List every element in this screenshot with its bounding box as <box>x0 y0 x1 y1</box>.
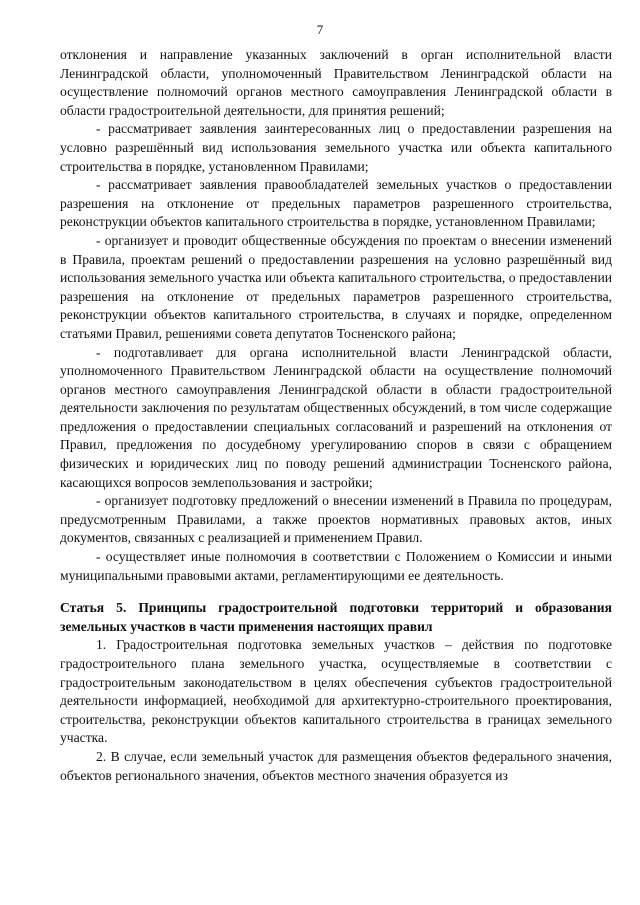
document-body <box>60 46 612 785</box>
list-item: - рассматривает заявления заинтересованных лиц о предоставлении разрешения на условно разрешённый вид использования земельного участка или объекта капитального строительства в порядке, установленном Правилами; <box>60 121 612 174</box>
article-heading: Статья 5. Принципы градостроительной подготовки территорий и образования земельных участков в части применения настоящих правил <box>60 600 612 634</box>
list-item: - организует и проводит общественные обсуждения по проектам о внесении изменений в Правила, проектам решений о предоставлении разрешения на условно разрешённый вид использования земельного участка или объекта капитального строительства, о предоставлении разрешения на отклонение от предельных параметров разрешенного строительства, реконструкции объектов капитального строительства, в случаях и порядке, определенном статьями Правил, решениями совета депутатов Тосненского района; <box>60 232 612 341</box>
paragraph: 1. Градостроительная подготовка земельных участков – действия по подготовке градостроительного плана земельного участка, осуществляемые в соответствии с градостроительным законодательством в целях обеспечения субъектов градостроительной деятельности информацией, необходимой для архитектурно-строительного проектирования, строительства, реконструкции объектов капитального строительства в границах земельного участка. <box>60 637 612 746</box>
list-item: - организует подготовку предложений о внесении изменений в Правила по процедурам, предусмотренным Правилами, а также проектов нормативных правовых актов, иных документов, связанных с реализацией и применением Правил. <box>60 493 612 546</box>
list-item: - подготавливает для органа исполнительной власти Ленинградской области, уполномоченного Правительством Ленинградской области на осуществление полномочий органов местного самоуправления Ленинградской области в области градостроительной деятельности заключения по результатам общественных обсуждений, в том числе содержащие предложения о предоставлении специальных согласований и разрешений на отклонения от Правил, предложения по досудебному урегулированию споров в связи с обращением физических и юридических лиц по поводу решений администрации Тосненского района, касающихся вопросов землепользования и застройки; <box>60 344 612 490</box>
page-number: 7 <box>316 22 324 37</box>
paragraph: 2. В случае, если земельный участок для размещения объектов федерального значения, объектов регионального значения, объектов местного значения образуется из <box>60 748 612 783</box>
list-item: - осуществляет иные полномочия в соответствии с Положением о Комиссии и иными муниципальными правовыми актами, регламентирующими ее деятельность. <box>60 549 612 583</box>
list-item: - рассматривает заявления правообладателей земельных участков о предоставлении разрешения на отклонение от предельных параметров разрешенного строительства, реконструкции объектов капитального строительства в порядке, установленном Правилами; <box>60 177 612 230</box>
paragraph: отклонения и направление указанных заключений в орган исполнительной власти Ленинградской области, уполномоченный Правительством Ленинградской области на осуществление полномочий органов местного самоуправления Ленинградской области в области градостроительной деятельности, для принятия решений; <box>60 47 612 118</box>
